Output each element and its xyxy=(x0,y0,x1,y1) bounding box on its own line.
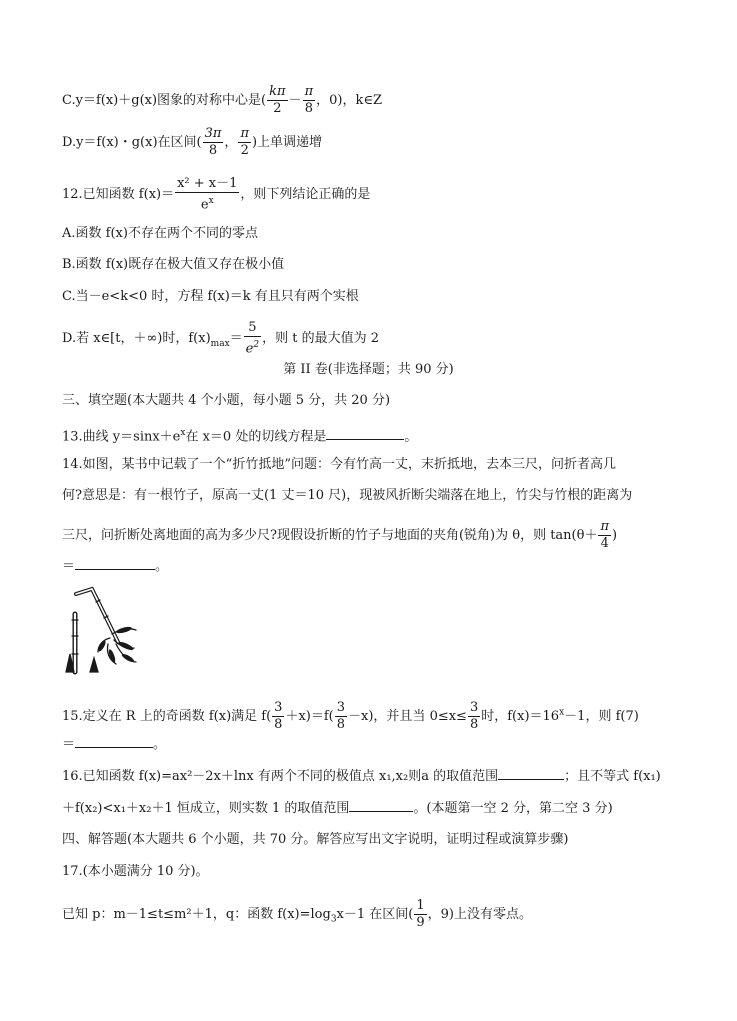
question-12-option-b: B.函数 f(x)既存在极大值又存在极小值 xyxy=(62,257,285,272)
fraction: $\frac{3}{8}$ xyxy=(336,700,346,732)
answer-blank[interactable] xyxy=(349,799,413,812)
fraction: $\frac{\pi}{2}$ xyxy=(240,126,249,158)
question-13: 13.曲线 $y=\sin x+e^x$在 x＝0 处的切线方程是 。 xyxy=(62,428,418,445)
question-12-stem: 12.已知函数 f(x)＝ $\frac{\text{x² + x－1}}{e^x}$ ，则下列结论正确的是 xyxy=(62,176,371,213)
answer-blank[interactable] xyxy=(498,767,564,780)
question-16-line-2: ＋f(x₂)<x₁＋x₂＋1 恒成立，则实数 1 的取值范围 。(本题第一空 2 分，第二空 3 分) xyxy=(62,801,613,816)
question-15-line-1: 15.定义在 R 上的奇函数 f(x)满足 f( $\frac{3}{8}$ ＋x)＝f( $\frac{3}{8}$ －x)，并且当 0≤x≤ $\frac{3}{8}$ 时，$f(x)=16^x-1$，则 f(7) xyxy=(62,700,639,732)
option-c-line: C.y＝f(x)＋g(x)图象的对称中心是( $\frac{k\pi}{2}$ － $\frac{\pi}{8}$ ，0)，k∈Z xyxy=(62,84,382,116)
fraction: $\frac{1}{9}$ xyxy=(416,898,425,930)
fraction: $\frac{3\pi}{8}$ xyxy=(204,126,222,158)
question-14-line-3: 三尺，问折断处离地面的高为多少尺?现假设折断的竹子与地面的夹角(锐角)为 θ，则 tan(θ＋ $\frac{\pi}{4}$ ) xyxy=(62,519,618,551)
question-15-line-2: ＝ 。 xyxy=(62,737,167,752)
answer-blank[interactable] xyxy=(75,557,155,570)
section-2-title: 第 II 卷(非选择题；共 90 分) xyxy=(283,362,454,377)
fraction: $\frac{\text{x² + x－1}}{e^x}$ xyxy=(177,176,238,213)
fraction: $\frac{\pi}{4}$ xyxy=(600,519,609,551)
question-14-line-4: ＝ 。 xyxy=(62,559,169,574)
question-14-line-2: 何?意思是：有一根竹子，原高一丈(1 丈＝10 尺)，现被风折断尖端落在地上，竹尖与竹根的距离为 xyxy=(62,488,633,503)
question-17-stem: 已知 p：m－1≤t≤m²＋1，q：函数 $f(x)=\log_3x-1$ 在区间( $\frac{1}{9}$ ，9)上没有零点。 xyxy=(62,898,532,930)
fraction: $\frac{3}{8}$ xyxy=(274,700,283,732)
question-12-option-d: D.若 x∈[t，＋∞)时，$f(x)_{max}=$ $\frac{5}{e^2}$ ，则 t 的最大值为 2 xyxy=(62,320,380,357)
section-3-title: 三、填空题(本大题共 4 个小题，每小题 5 分，共 20 分) xyxy=(62,393,391,408)
answer-blank[interactable] xyxy=(326,427,404,440)
question-12-option-a: A.函数 f(x)不存在两个不同的零点 xyxy=(62,226,258,241)
broken-bamboo-illustration xyxy=(62,584,142,676)
question-17-title: 17.(本小题满分 10 分)。 xyxy=(62,864,209,879)
question-14-line-1: 14.如图，某书中记载了一个“折竹抵地”问题：今有竹高一丈，末折抵地，去本三尺，问折者高几 xyxy=(62,457,616,472)
question-16-line-1: 16.已知函数 f(x)=ax²－2x＋lnx 有两个不同的极值点 x₁,x₂则a 的取值范围 ；且不等式 f(x₁) xyxy=(62,769,661,784)
question-12-option-c: C.当－e<k<0 时，方程 f(x)＝k 有且只有两个实根 xyxy=(62,289,359,304)
option-d-line: D.y＝f(x)・g(x)在区间( $\frac{3\pi}{8}$ ， $\frac{\pi}{2}$ )上单调递增 xyxy=(62,126,323,158)
fraction: $\frac{3}{8}$ xyxy=(469,700,479,732)
fraction: $\frac{\pi}{8}$ xyxy=(304,84,314,116)
fraction: $\frac{k\pi}{2}$ xyxy=(269,84,286,116)
section-4-title: 四、解答题(本大题共 6 个小题，共 70 分。解答应写出文字说明，证明过程或演算步骤) xyxy=(62,832,569,847)
fraction: $\frac{5}{e^2}$ xyxy=(245,320,260,357)
answer-blank[interactable] xyxy=(75,735,153,748)
